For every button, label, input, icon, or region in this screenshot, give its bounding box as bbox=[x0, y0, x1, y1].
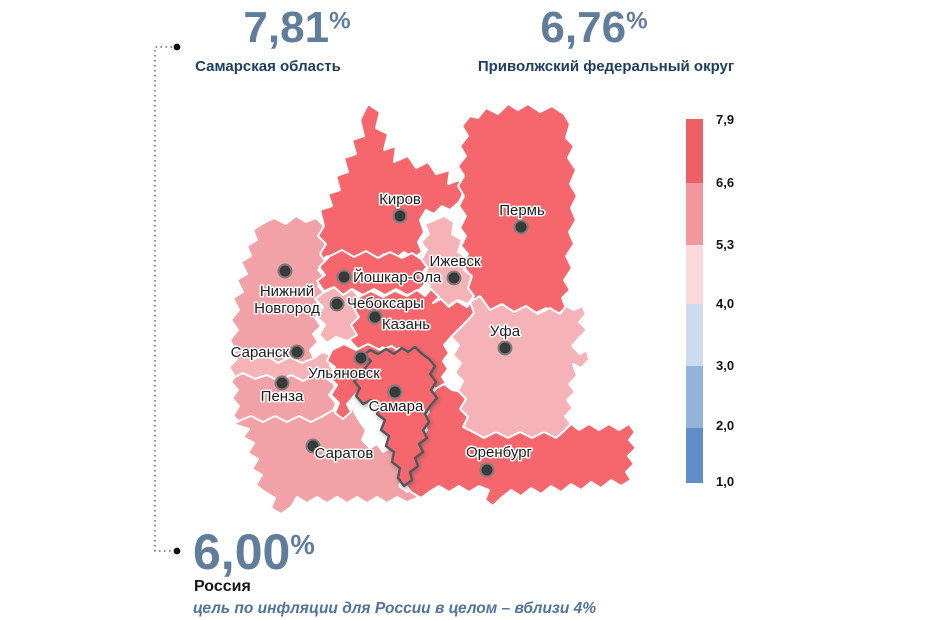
city-marker-kazan bbox=[369, 311, 382, 324]
city-label-saratov: Саратов bbox=[314, 445, 374, 462]
legend-segment-5 bbox=[686, 366, 703, 428]
city-label-samara: Самара bbox=[368, 398, 424, 415]
city-label-saransk: Саранск bbox=[230, 344, 289, 361]
federal-district-label: Приволжский федеральный округ bbox=[477, 58, 735, 75]
city-marker-kirov bbox=[394, 210, 407, 223]
city-marker-orenburg bbox=[481, 464, 494, 477]
city-label-orenburg: Оренбург bbox=[465, 444, 533, 461]
percent-sign: % bbox=[329, 7, 351, 35]
legend-tick-label: 1,0 bbox=[716, 474, 735, 489]
legend-segment-4 bbox=[686, 304, 703, 366]
city-label-yoshkar-ola: Йошкар-Ола bbox=[353, 269, 442, 286]
samara-region-value-number: 7,81 bbox=[243, 3, 330, 52]
city-marker-saransk bbox=[291, 346, 304, 359]
russia-value-number: 6,00 bbox=[193, 524, 291, 580]
russia-label: Россия bbox=[194, 578, 251, 595]
city-marker-ufa bbox=[499, 342, 512, 355]
region-bashkortostan bbox=[451, 296, 589, 438]
federal-district-value-number: 6,76 bbox=[540, 3, 627, 52]
city-label-ulyanovsk: Ульяновск bbox=[308, 365, 380, 382]
legend-tick-label: 3,0 bbox=[716, 358, 735, 373]
city-label-kazan: Казань bbox=[381, 316, 431, 333]
samara-region-label: Самарская область bbox=[195, 58, 341, 75]
city-label-kirov: Киров bbox=[379, 191, 421, 208]
city-label-izhevsk: Ижевск bbox=[429, 253, 481, 270]
city-marker-samara bbox=[389, 386, 402, 399]
city-label-cheboksary: Чебоксары bbox=[347, 295, 424, 312]
city-label-penza: Пенза bbox=[260, 388, 304, 405]
legend-segment-6 bbox=[686, 428, 703, 483]
city-marker-nizhny-novgorod bbox=[279, 265, 292, 278]
legend-segment-2 bbox=[686, 183, 703, 245]
color-scale-legend bbox=[686, 112, 734, 489]
legend-tick-label: 4,0 bbox=[716, 296, 735, 311]
callout-connector-line bbox=[155, 47, 172, 551]
city-marker-yoshkar-ola bbox=[338, 271, 351, 284]
city-label-perm: Пермь bbox=[499, 202, 545, 219]
city-label-ufa: Уфа bbox=[489, 323, 521, 340]
legend-segment-1 bbox=[686, 119, 703, 183]
city-marker-izhevsk bbox=[448, 272, 461, 285]
russia-inflation-target-note: цель по инфляции для России в целом – вблизи 4% bbox=[193, 600, 597, 617]
connector-dot-bottom bbox=[174, 548, 181, 555]
city-marker-cheboksary bbox=[331, 298, 344, 311]
legend-tick-label: 2,0 bbox=[716, 418, 735, 433]
legend-tick-label: 7,9 bbox=[716, 112, 735, 127]
city-marker-ulyanovsk bbox=[355, 352, 368, 365]
legend-segment-3 bbox=[686, 245, 703, 304]
legend-tick-label: 5,3 bbox=[716, 237, 735, 252]
legend-tick-label: 6,6 bbox=[716, 175, 735, 190]
connector-dot-top bbox=[174, 44, 181, 51]
city-label-nizhny-novgorod-line1: Нижний bbox=[259, 283, 315, 300]
city-label-nizhny-novgorod-line2: Новгород bbox=[254, 300, 320, 317]
percent-sign: % bbox=[290, 528, 315, 560]
city-marker-perm bbox=[515, 221, 528, 234]
percent-sign: % bbox=[626, 7, 648, 35]
